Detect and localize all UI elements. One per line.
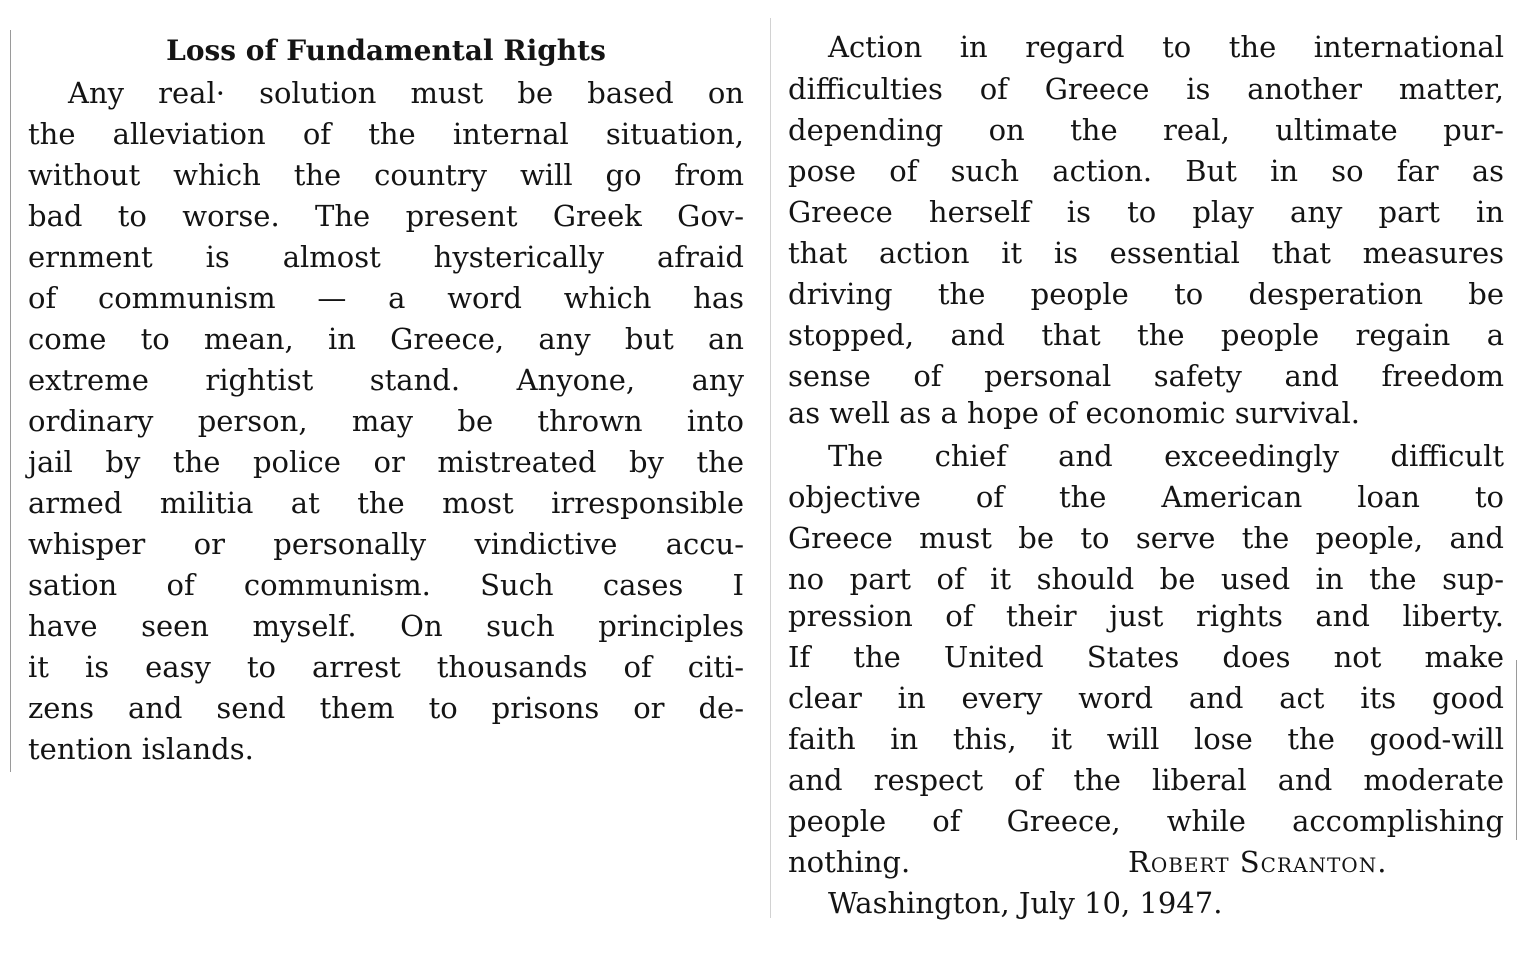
- text-line: of communism — a word which has: [28, 281, 744, 315]
- dateline: Washington, July 10, 1947.: [828, 886, 1223, 920]
- right-margin-rule: [1516, 660, 1517, 840]
- text-line: as well as a hope of economic survival.: [788, 396, 1361, 430]
- text-line: ordinary person, may be thrown into: [28, 404, 744, 438]
- text-line: sation of communism. Such cases I: [28, 568, 744, 602]
- text-line: Any real· solution must be based on: [68, 76, 744, 110]
- text-line: extreme rightist stand. Anyone, any: [28, 363, 744, 397]
- text-line: difficulties of Greece is another matter,: [788, 72, 1504, 106]
- text-line: Action in regard to the international: [828, 30, 1504, 64]
- text-line: If the United States does not make: [788, 640, 1504, 674]
- closing-line: [788, 843, 1504, 881]
- text-line: clear in every word and act its good: [788, 681, 1504, 715]
- text-line: armed militia at the most irresponsible: [28, 486, 744, 520]
- column-divider-rule: [770, 18, 771, 918]
- text-line: people of Greece, while accomplishing: [788, 804, 1504, 838]
- text-line: sense of personal safety and freedom: [788, 359, 1504, 393]
- text-line: that action it is essential that measures: [788, 236, 1504, 270]
- text-line: tention islands.: [28, 732, 254, 766]
- text-line: come to mean, in Greece, any but an: [28, 322, 744, 356]
- text-line: The chief and exceedingly difficult: [828, 439, 1504, 473]
- text-line: whisper or personally vindictive accu-: [28, 527, 744, 561]
- text-line: bad to worse. The present Greek Gov-: [28, 199, 744, 233]
- text-line: Greece must be to serve the people, and: [788, 521, 1504, 555]
- text-line: driving the people to desperation be: [788, 277, 1504, 311]
- text-line: pose of such action. But in so far as: [788, 154, 1504, 188]
- text-line: have seen myself. On such principles: [28, 609, 744, 643]
- text-line: the alleviation of the internal situation,: [28, 117, 744, 151]
- text-line: objective of the American loan to: [788, 480, 1504, 514]
- author-signature: Robert Scranton.: [1128, 845, 1388, 879]
- closing-text: nothing.: [788, 845, 911, 879]
- text-line: it is easy to arrest thousands of citi-: [28, 650, 744, 684]
- text-line: depending on the real, ultimate pur-: [788, 113, 1504, 147]
- text-line: no part of it should be used in the sup-: [788, 562, 1504, 596]
- text-line: without which the country will go from: [28, 158, 744, 192]
- text-line: jail by the police or mistreated by the: [28, 445, 744, 479]
- text-line: ernment is almost hysterically afraid: [28, 240, 744, 274]
- section-heading: Loss of Fundamental Rights: [166, 34, 606, 67]
- text-line: stopped, and that the people regain a: [788, 318, 1504, 352]
- text-line: zens and send them to prisons or de-: [28, 691, 744, 725]
- text-line: and respect of the liberal and moderate: [788, 763, 1504, 797]
- text-line: Greece herself is to play any part in: [788, 195, 1504, 229]
- left-margin-rule: [10, 30, 11, 772]
- text-line: pression of their just rights and liberty.: [788, 599, 1504, 633]
- text-line: faith in this, it will lose the good-will: [788, 722, 1504, 756]
